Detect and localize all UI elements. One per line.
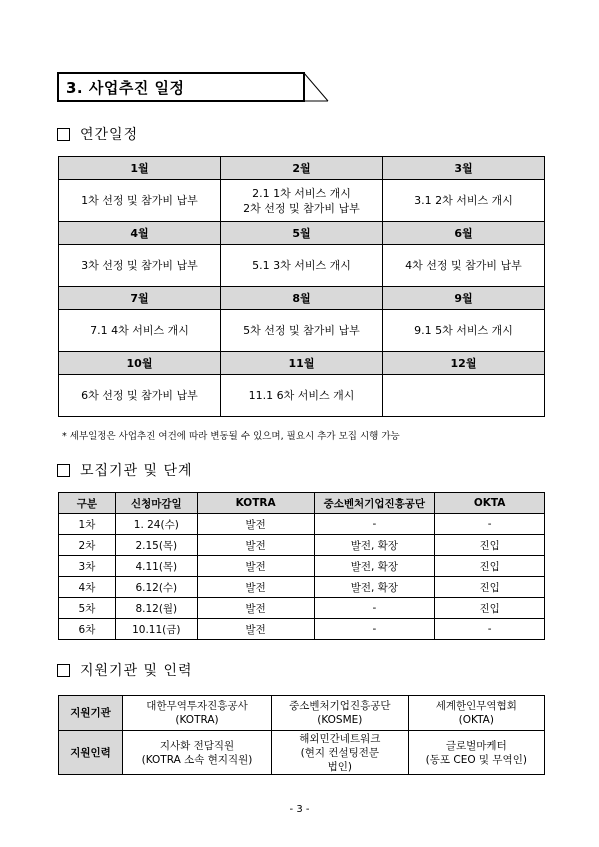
recruit-heading <box>57 460 193 480</box>
month-event-cell <box>382 180 544 222</box>
table-row <box>59 514 545 535</box>
cell-line: (KOSME) <box>317 714 363 726</box>
support-cell <box>408 696 544 731</box>
annual-heading <box>57 124 138 144</box>
table-row <box>59 556 545 577</box>
cell-line: 해외민간네트워크 <box>299 732 381 745</box>
month-label: 3월 <box>382 157 544 180</box>
month-label: 2월 <box>220 157 382 180</box>
recruit-cell: 발전, 확장 <box>314 556 435 577</box>
recruit-cell: - <box>435 619 545 640</box>
recruit-cell: - <box>314 619 435 640</box>
recruit-cell: 4차 <box>59 577 116 598</box>
month-event-cell <box>382 245 544 287</box>
cell-line: 3차 선정 및 참가비 납부 <box>81 259 198 272</box>
month-event-cell <box>382 310 544 352</box>
cell-line: 11.1 6차 서비스 개시 <box>248 389 355 402</box>
month-header-row <box>59 287 545 310</box>
support-cell <box>272 731 409 775</box>
cell-line: (동포 CEO 및 무역인) <box>425 753 527 766</box>
cell-line: 지사화 전담직원 <box>159 739 235 752</box>
recruit-column-header: 구분 <box>59 493 116 514</box>
recruit-cell: 4.11(목) <box>115 556 197 577</box>
table-row <box>59 731 545 775</box>
recruit-cell: 발전 <box>197 556 314 577</box>
month-event-cell <box>382 375 544 417</box>
recruit-cell: 진입 <box>435 535 545 556</box>
recruit-cell: 진입 <box>435 598 545 619</box>
section-title <box>57 72 329 102</box>
recruit-cell: 발전 <box>197 619 314 640</box>
support-cell <box>408 731 544 775</box>
cell-line: 2차 선정 및 참가비 납부 <box>243 201 360 215</box>
recruit-cell: 발전 <box>197 577 314 598</box>
square-bullet-icon <box>57 128 70 141</box>
month-event-cell <box>220 375 382 417</box>
recruit-cell: 5차 <box>59 598 116 619</box>
table-row <box>59 619 545 640</box>
recruit-cell: 8.12(월) <box>115 598 197 619</box>
support-cell <box>123 731 272 775</box>
cell-line: 1차 선정 및 참가비 납부 <box>81 194 198 207</box>
recruit-cell: 발전, 확장 <box>314 535 435 556</box>
support-table <box>58 695 545 775</box>
table-row <box>59 577 545 598</box>
month-header-row <box>59 157 545 180</box>
recruit-cell: 3차 <box>59 556 116 577</box>
recruit-cell: 발전 <box>197 598 314 619</box>
support-heading-text: 지원기관 및 인력 <box>80 663 193 679</box>
month-events-row <box>59 180 545 222</box>
recruit-column-header: KOTRA <box>197 493 314 514</box>
month-event-cell <box>220 180 382 222</box>
cell-line: 4차 선정 및 참가비 납부 <box>405 259 522 272</box>
month-label: 6월 <box>382 222 544 245</box>
annual-schedule-table <box>58 156 545 417</box>
month-label: 4월 <box>59 222 221 245</box>
recruit-cell: 1. 24(수) <box>115 514 197 535</box>
cell-line: (KOTRA 소속 현지직원) <box>141 753 253 766</box>
month-event-cell <box>220 310 382 352</box>
cell-line: 5.1 3차 서비스 개시 <box>252 259 351 272</box>
cell-line: 6차 선정 및 참가비 납부 <box>81 389 198 402</box>
section-title-text: 3. 사업추진 일정 <box>66 79 185 97</box>
cell-line: 3.1 2차 서비스 개시 <box>414 194 513 207</box>
month-label: 11월 <box>220 352 382 375</box>
month-events-row <box>59 245 545 287</box>
month-event-cell <box>59 180 221 222</box>
month-label: 7월 <box>59 287 221 310</box>
cell-line: 중소벤처기업진흥공단 <box>289 700 391 712</box>
support-row-label: 지원기관 <box>59 696 123 731</box>
recruit-cell: 6.12(수) <box>115 577 197 598</box>
recruit-cell: 1차 <box>59 514 116 535</box>
month-event-cell <box>220 245 382 287</box>
recruit-cell: 발전, 확장 <box>314 577 435 598</box>
recruit-cell: 10.11(금) <box>115 619 197 640</box>
month-events-row <box>59 310 545 352</box>
recruit-cell: 발전 <box>197 514 314 535</box>
month-header-row <box>59 352 545 375</box>
cell-line: 7.1 4차 서비스 개시 <box>90 324 189 337</box>
page-number: - 3 - <box>289 804 310 815</box>
cell-line: (OKTA) <box>458 714 494 726</box>
month-header-row <box>59 222 545 245</box>
recruit-column-header: 신청마감일 <box>115 493 197 514</box>
recruit-cell: 2.15(목) <box>115 535 197 556</box>
cell-line: 세계한인무역협회 <box>435 700 517 712</box>
square-bullet-icon <box>57 464 70 477</box>
cell-line: 5차 선정 및 참가비 납부 <box>243 324 360 337</box>
table-row <box>59 535 545 556</box>
cell-line: (현지 컨설팅전문 <box>300 746 380 759</box>
recruit-heading-text: 모집기관 및 단계 <box>80 463 193 479</box>
table-row <box>59 598 545 619</box>
recruit-column-header: OKTA <box>435 493 545 514</box>
cell-line: 대한무역투자진흥공사 <box>146 700 248 712</box>
schedule-note: * 세부일정은 사업추진 여건에 따라 변동될 수 있으며, 필요시 추가 모집 시행 가능 <box>62 431 400 442</box>
support-row-label: 지원인력 <box>59 731 123 775</box>
support-heading <box>57 660 193 680</box>
month-label: 8월 <box>220 287 382 310</box>
recruit-cell: 발전 <box>197 535 314 556</box>
recruit-cell: 2차 <box>59 535 116 556</box>
recruit-cell: 6차 <box>59 619 116 640</box>
cell-line: 2.1 1차 서비스 개시 <box>252 186 351 200</box>
recruit-cell: - <box>314 514 435 535</box>
square-bullet-icon <box>57 664 70 677</box>
recruit-table <box>58 492 545 640</box>
month-event-cell <box>59 245 221 287</box>
annual-heading-text: 연간일정 <box>80 127 139 143</box>
month-label: 10월 <box>59 352 221 375</box>
month-label: 1월 <box>59 157 221 180</box>
recruit-cell: 진입 <box>435 556 545 577</box>
month-label: 9월 <box>382 287 544 310</box>
recruit-cell: - <box>314 598 435 619</box>
month-event-cell <box>59 375 221 417</box>
cell-line: 법인) <box>327 760 352 773</box>
recruit-cell: 진입 <box>435 577 545 598</box>
recruit-header-row <box>59 493 545 514</box>
cell-line: 9.1 5차 서비스 개시 <box>414 324 513 337</box>
support-cell <box>123 696 272 731</box>
cell-line: (KOTRA) <box>175 714 219 726</box>
month-label: 5월 <box>220 222 382 245</box>
recruit-cell: - <box>435 514 545 535</box>
recruit-column-header: 중소벤처기업진흥공단 <box>314 493 435 514</box>
cell-line: 글로벌마케터 <box>445 739 507 752</box>
month-event-cell <box>59 310 221 352</box>
table-row <box>59 696 545 731</box>
month-events-row <box>59 375 545 417</box>
month-label: 12월 <box>382 352 544 375</box>
support-cell <box>272 696 409 731</box>
